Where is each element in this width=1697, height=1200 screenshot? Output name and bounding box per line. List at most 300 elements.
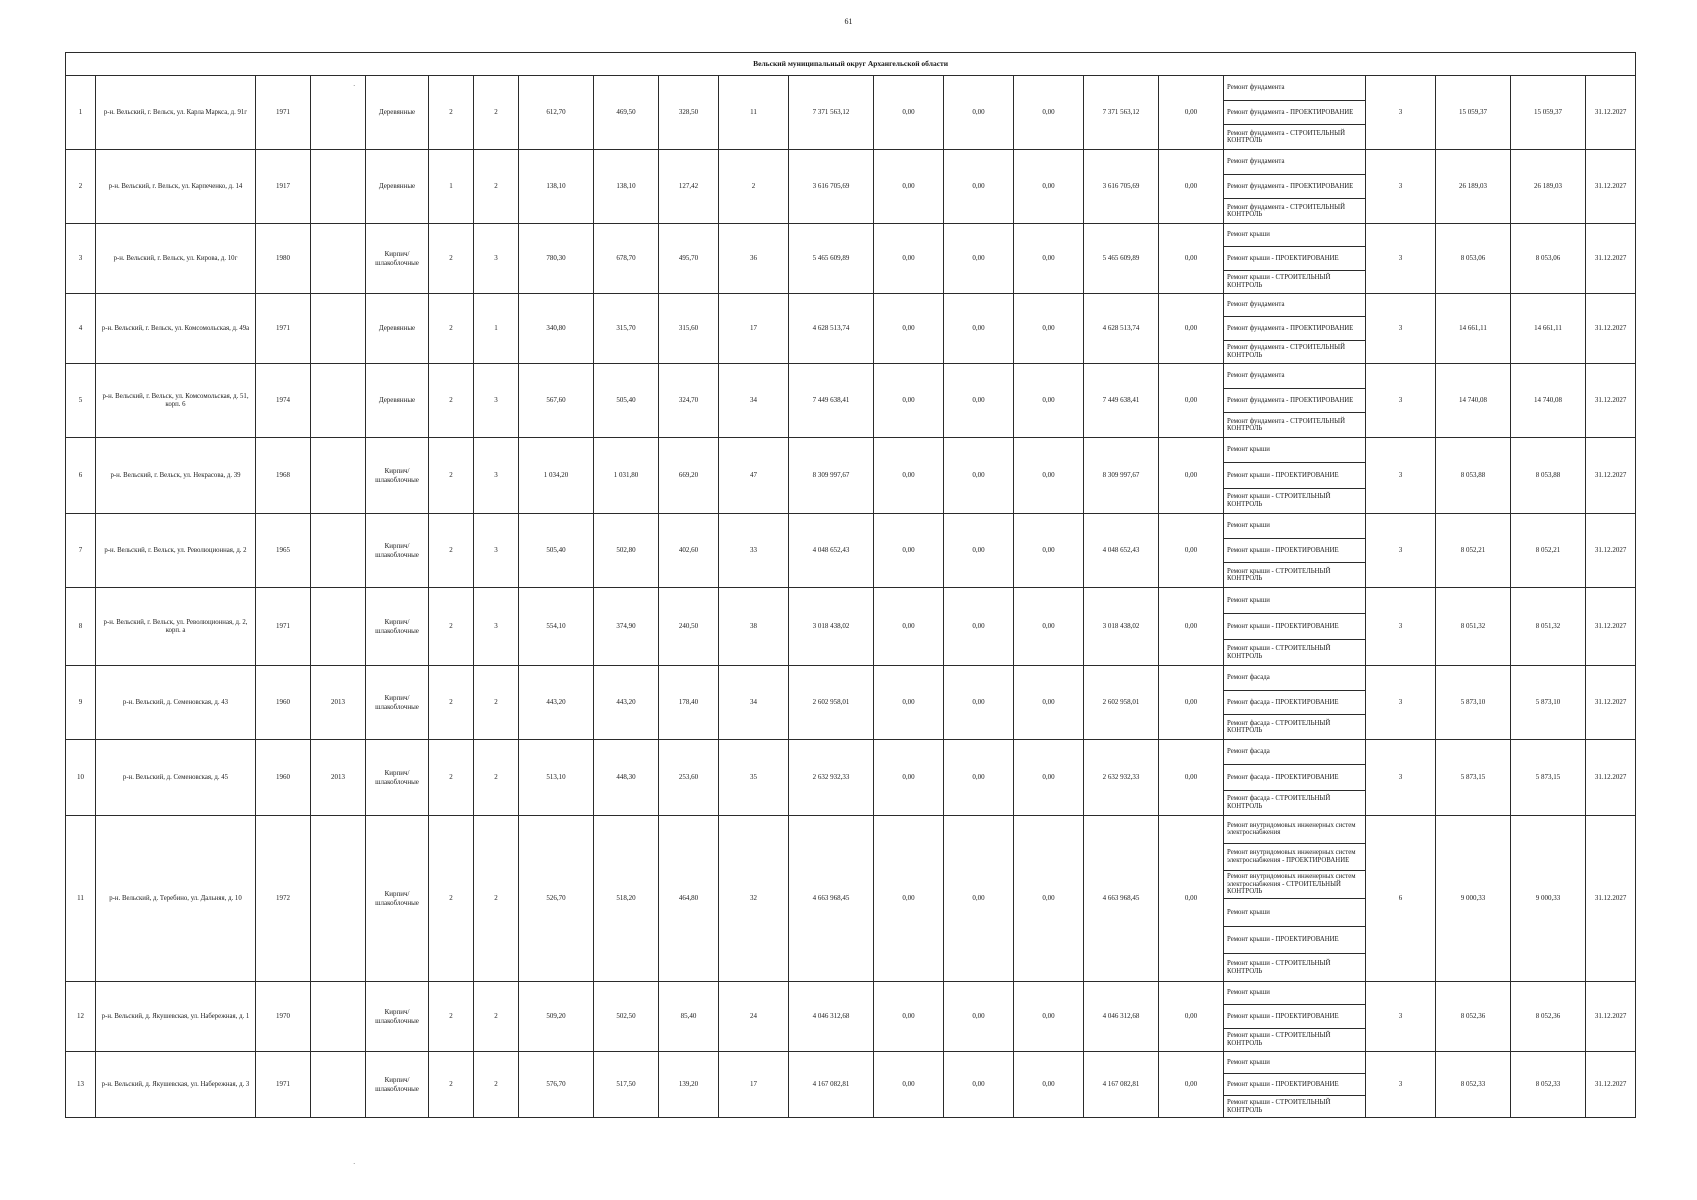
fund-4: 2 632 932,33: [1084, 740, 1159, 816]
address: р-н. Вельский, г. Вельск, ул. Карпеченко, д. 14: [96, 150, 256, 224]
entrances: 2: [474, 982, 519, 1052]
fund-5: 0,00: [1159, 1052, 1224, 1118]
row-number: 5: [66, 364, 96, 438]
repair-cost: 7 371 563,12: [789, 76, 874, 150]
entrances: 2: [474, 76, 519, 150]
entrances: 2: [474, 816, 519, 982]
residents: 35: [719, 740, 789, 816]
table-row: [66, 816, 1636, 982]
deadline: 31.12.2027: [1586, 588, 1636, 666]
floors: 2: [429, 740, 474, 816]
year-built: 1971: [256, 294, 311, 364]
works-cell: [1224, 514, 1366, 588]
works-cell: [1224, 666, 1366, 740]
fund-4: 3 018 438,02: [1084, 588, 1159, 666]
fund-4: 3 616 705,69: [1084, 150, 1159, 224]
row-number: 4: [66, 294, 96, 364]
address: р-н. Вельский, г. Вельск, ул. Кирова, д. 10г: [96, 224, 256, 294]
max-unit-cost: 8 053,88: [1511, 438, 1586, 514]
repair-cost: 4 048 652,43: [789, 514, 874, 588]
fund-3: 0,00: [1014, 1052, 1084, 1118]
area-owned: 253,60: [659, 740, 719, 816]
table-row: [66, 588, 1636, 666]
residents: 24: [719, 982, 789, 1052]
region-header-row: [66, 53, 1636, 76]
fund-3: 0,00: [1014, 588, 1084, 666]
area-residential: 502,80: [594, 514, 659, 588]
work-count: 3: [1366, 76, 1436, 150]
fund-3: 0,00: [1014, 224, 1084, 294]
max-unit-cost: 8 053,06: [1511, 224, 1586, 294]
fund-3: 0,00: [1014, 514, 1084, 588]
floors: 2: [429, 1052, 474, 1118]
work-count: 6: [1366, 816, 1436, 982]
area-owned: 324,70: [659, 364, 719, 438]
fund-4: 7 371 563,12: [1084, 76, 1159, 150]
fund-4: 2 602 958,01: [1084, 666, 1159, 740]
fund-5: 0,00: [1159, 740, 1224, 816]
area-total: 576,70: [519, 1052, 594, 1118]
floors: 2: [429, 514, 474, 588]
max-unit-cost: 9 000,33: [1511, 816, 1586, 982]
work-item: Ремонт крыши - ПРОЕКТИРОВАНИЕ: [1224, 463, 1365, 488]
wall-material: Кирпич/шлакоблочные: [366, 588, 429, 666]
unit-cost: 8 052,36: [1436, 982, 1511, 1052]
fund-5: 0,00: [1159, 982, 1224, 1052]
repair-cost: 4 046 312,68: [789, 982, 874, 1052]
work-item: Ремонт крыши - ПРОЕКТИРОВАНИЕ: [1224, 539, 1365, 564]
year-built: 1971: [256, 76, 311, 150]
fund-4: 4 628 513,74: [1084, 294, 1159, 364]
fund-5: 0,00: [1159, 294, 1224, 364]
year-reconstructed: [311, 514, 366, 588]
works-cell: [1224, 982, 1366, 1052]
deadline: 31.12.2027: [1586, 514, 1636, 588]
fund-3: 0,00: [1014, 666, 1084, 740]
table-row: [66, 294, 1636, 364]
work-item: Ремонт фундамента - ПРОЕКТИРОВАНИЕ: [1224, 317, 1365, 340]
fund-1: 0,00: [874, 816, 944, 982]
entrances: 2: [474, 740, 519, 816]
address: р-н. Вельский, г. Вельск, ул. Комсомольская, д. 51, корп. 6: [96, 364, 256, 438]
area-owned: 85,40: [659, 982, 719, 1052]
unit-cost: 8 053,06: [1436, 224, 1511, 294]
fund-1: 0,00: [874, 982, 944, 1052]
fund-5: 0,00: [1159, 76, 1224, 150]
fund-2: 0,00: [944, 588, 1014, 666]
year-reconstructed: [311, 438, 366, 514]
deadline: 31.12.2027: [1586, 740, 1636, 816]
work-item: Ремонт фундамента - СТРОИТЕЛЬНЫЙ КОНТРОЛЬ: [1227, 344, 1345, 359]
work-item: Ремонт крыши - СТРОИТЕЛЬНЫЙ КОНТРОЛЬ: [1227, 567, 1331, 583]
works-cell: [1224, 294, 1366, 364]
work-item: Ремонт внутридомовых инженерных систем электроснабжения - СТРОИТЕЛЬНЫЙ КОНТРОЛЬ: [1224, 871, 1365, 899]
deadline: 31.12.2027: [1586, 294, 1636, 364]
work-item: Ремонт крыши - СТРОИТЕЛЬНЫЙ КОНТРОЛЬ: [1227, 1098, 1331, 1114]
unit-cost: 26 189,03: [1436, 150, 1511, 224]
work-count: 3: [1366, 294, 1436, 364]
work-item: Ремонт крыши: [1224, 438, 1365, 463]
area-total: 567,60: [519, 364, 594, 438]
area-total: 509,20: [519, 982, 594, 1052]
address: р-н. Вельский, г. Вельск, ул. Комсомольская, д. 49а: [96, 294, 256, 364]
deadline: 31.12.2027: [1586, 364, 1636, 438]
work-item: Ремонт фундамента - СТРОИТЕЛЬНЫЙ КОНТРОЛЬ: [1227, 417, 1345, 433]
wall-material: Кирпич/шлакоблочные: [366, 1052, 429, 1118]
work-item: Ремонт фасада - СТРОИТЕЛЬНЫЙ КОНТРОЛЬ: [1227, 795, 1331, 810]
area-total: 780,30: [519, 224, 594, 294]
address: р-н. Вельский, д. Теребино, ул. Дальняя, д. 10: [96, 816, 256, 982]
area-residential: 518,20: [594, 816, 659, 982]
unit-cost: 5 873,10: [1436, 666, 1511, 740]
floors: 2: [429, 982, 474, 1052]
year-reconstructed: [311, 588, 366, 666]
row-number: 10: [66, 740, 96, 816]
year-built: 1972: [256, 816, 311, 982]
floors: 2: [429, 224, 474, 294]
work-count: 3: [1366, 438, 1436, 514]
works-cell: [1224, 76, 1366, 150]
fund-5: 0,00: [1159, 224, 1224, 294]
area-owned: 464,80: [659, 816, 719, 982]
year-reconstructed: [311, 294, 366, 364]
fund-1: 0,00: [874, 438, 944, 514]
max-unit-cost: 26 189,03: [1511, 150, 1586, 224]
year-reconstructed: 2013: [311, 666, 366, 740]
fund-4: 4 663 968,45: [1084, 816, 1159, 982]
area-total: 138,10: [519, 150, 594, 224]
fund-1: 0,00: [874, 666, 944, 740]
floors: 2: [429, 666, 474, 740]
work-item: Ремонт крыши - ПРОЕКТИРОВАНИЕ: [1224, 1074, 1365, 1096]
year-built: 1974: [256, 364, 311, 438]
fund-1: 0,00: [874, 514, 944, 588]
work-count: 3: [1366, 224, 1436, 294]
repair-cost: 3 616 705,69: [789, 150, 874, 224]
work-item: Ремонт фундамента - ПРОЕКТИРОВАНИЕ: [1224, 389, 1365, 414]
fund-2: 0,00: [944, 514, 1014, 588]
work-item: Ремонт крыши - СТРОИТЕЛЬНЫЙ КОНТРОЛЬ: [1227, 493, 1331, 508]
wall-material: Деревянные: [366, 364, 429, 438]
work-count: 3: [1366, 588, 1436, 666]
work-item: Ремонт фундамента: [1224, 76, 1365, 101]
year-reconstructed: [311, 982, 366, 1052]
works-cell: [1224, 816, 1366, 982]
repair-cost: 5 465 609,89: [789, 224, 874, 294]
work-item: Ремонт фундамента - ПРОЕКТИРОВАНИЕ: [1224, 175, 1365, 200]
work-item: Ремонт фундамента: [1224, 150, 1365, 175]
repair-cost: 4 167 082,81: [789, 1052, 874, 1118]
area-residential: 678,70: [594, 224, 659, 294]
fund-2: 0,00: [944, 364, 1014, 438]
year-reconstructed: [311, 150, 366, 224]
area-owned: 315,60: [659, 294, 719, 364]
wall-material: Кирпич/шлакоблочные: [366, 816, 429, 982]
floors: 2: [429, 816, 474, 982]
fund-1: 0,00: [874, 150, 944, 224]
work-item: Ремонт фундамента: [1224, 364, 1365, 389]
entrances: 2: [474, 150, 519, 224]
fund-3: 0,00: [1014, 76, 1084, 150]
unit-cost: 9 000,33: [1436, 816, 1511, 982]
entrances: 3: [474, 514, 519, 588]
region-title: Вельский муниципальный округ Архангельской области: [66, 53, 1636, 76]
max-unit-cost: 14 740,08: [1511, 364, 1586, 438]
fund-2: 0,00: [944, 438, 1014, 514]
wall-material: Деревянные: [366, 150, 429, 224]
max-unit-cost: 14 661,11: [1511, 294, 1586, 364]
fund-1: 0,00: [874, 224, 944, 294]
address: р-н. Вельский, г. Вельск, ул. Революционная, д. 2, корп. а: [96, 588, 256, 666]
page-number: 61: [844, 17, 853, 26]
repair-cost: 2 602 958,01: [789, 666, 874, 740]
fund-5: 0,00: [1159, 514, 1224, 588]
table-row: [66, 740, 1636, 816]
row-number: 3: [66, 224, 96, 294]
work-count: 3: [1366, 982, 1436, 1052]
table-row: [66, 224, 1636, 294]
fund-2: 0,00: [944, 666, 1014, 740]
deadline: 31.12.2027: [1586, 224, 1636, 294]
address: р-н. Вельский, г. Вельск, ул. Карла Маркса, д. 91г: [96, 76, 256, 150]
table-row: [66, 982, 1636, 1052]
wall-material: Деревянные: [366, 76, 429, 150]
capital-repair-table: [65, 52, 1636, 1118]
work-item: Ремонт фундамента: [1224, 294, 1365, 317]
fund-2: 0,00: [944, 150, 1014, 224]
year-built: 1965: [256, 514, 311, 588]
deadline: 31.12.2027: [1586, 76, 1636, 150]
fund-5: 0,00: [1159, 438, 1224, 514]
entrances: 2: [474, 1052, 519, 1118]
unit-cost: 14 740,08: [1436, 364, 1511, 438]
unit-cost: 8 052,21: [1436, 514, 1511, 588]
year-reconstructed: [311, 76, 366, 150]
work-item: Ремонт крыши: [1224, 899, 1365, 927]
area-owned: 178,40: [659, 666, 719, 740]
repair-cost: 3 018 438,02: [789, 588, 874, 666]
max-unit-cost: 5 873,15: [1511, 740, 1586, 816]
table-row: [66, 666, 1636, 740]
area-total: 340,80: [519, 294, 594, 364]
fund-2: 0,00: [944, 816, 1014, 982]
table-row: [66, 76, 1636, 150]
fund-2: 0,00: [944, 76, 1014, 150]
work-item: Ремонт фасада - ПРОЕКТИРОВАНИЕ: [1224, 765, 1365, 790]
row-number: 11: [66, 816, 96, 982]
fund-3: 0,00: [1014, 982, 1084, 1052]
work-count: 3: [1366, 364, 1436, 438]
floors: 2: [429, 588, 474, 666]
fund-3: 0,00: [1014, 438, 1084, 514]
fund-4: 5 465 609,89: [1084, 224, 1159, 294]
work-count: 3: [1366, 740, 1436, 816]
row-number: 9: [66, 666, 96, 740]
address: р-н. Вельский, г. Вельск, ул. Некрасова, д. 39: [96, 438, 256, 514]
unit-cost: 15 059,37: [1436, 76, 1511, 150]
work-item: Ремонт внутридомовых инженерных систем электроснабжения - ПРОЕКТИРОВАНИЕ: [1224, 844, 1365, 872]
max-unit-cost: 15 059,37: [1511, 76, 1586, 150]
entrances: 3: [474, 364, 519, 438]
area-owned: 240,50: [659, 588, 719, 666]
residents: 11: [719, 76, 789, 150]
area-total: 1 034,20: [519, 438, 594, 514]
work-count: 3: [1366, 1052, 1436, 1118]
area-owned: 139,20: [659, 1052, 719, 1118]
work-item: Ремонт фасада - СТРОИТЕЛЬНЫЙ КОНТРОЛЬ: [1227, 719, 1331, 735]
work-item: Ремонт крыши - СТРОИТЕЛЬНЫЙ КОНТРОЛЬ: [1227, 644, 1331, 660]
area-residential: 505,40: [594, 364, 659, 438]
area-residential: 138,10: [594, 150, 659, 224]
work-count: 3: [1366, 514, 1436, 588]
year-built: 1980: [256, 224, 311, 294]
wall-material: Кирпич/шлакоблочные: [366, 514, 429, 588]
stray-mark: ·: [353, 82, 356, 90]
area-total: 505,40: [519, 514, 594, 588]
works-cell: [1224, 1052, 1366, 1118]
fund-1: 0,00: [874, 76, 944, 150]
work-item: Ремонт фундамента - ПРОЕКТИРОВАНИЕ: [1224, 101, 1365, 126]
area-residential: 374,90: [594, 588, 659, 666]
repair-cost: 4 628 513,74: [789, 294, 874, 364]
row-number: 12: [66, 982, 96, 1052]
wall-material: Кирпич/шлакоблочные: [366, 438, 429, 514]
residents: 17: [719, 1052, 789, 1118]
works-cell: [1224, 588, 1366, 666]
fund-5: 0,00: [1159, 150, 1224, 224]
area-total: 612,70: [519, 76, 594, 150]
work-item: Ремонт крыши - СТРОИТЕЛЬНЫЙ КОНТРОЛЬ: [1227, 960, 1331, 975]
area-residential: 315,70: [594, 294, 659, 364]
area-residential: 448,30: [594, 740, 659, 816]
year-reconstructed: [311, 364, 366, 438]
deadline: 31.12.2027: [1586, 438, 1636, 514]
row-number: 6: [66, 438, 96, 514]
residents: 33: [719, 514, 789, 588]
fund-5: 0,00: [1159, 364, 1224, 438]
unit-cost: 14 661,11: [1436, 294, 1511, 364]
work-item: Ремонт фундамента - СТРОИТЕЛЬНЫЙ КОНТРОЛЬ: [1227, 203, 1345, 219]
work-count: 3: [1366, 150, 1436, 224]
entrances: 3: [474, 588, 519, 666]
area-residential: 517,50: [594, 1052, 659, 1118]
fund-1: 0,00: [874, 1052, 944, 1118]
floors: 2: [429, 438, 474, 514]
fund-2: 0,00: [944, 740, 1014, 816]
year-built: 1971: [256, 588, 311, 666]
year-built: 1917: [256, 150, 311, 224]
unit-cost: 8 052,33: [1436, 1052, 1511, 1118]
unit-cost: 8 051,32: [1436, 588, 1511, 666]
fund-2: 0,00: [944, 1052, 1014, 1118]
max-unit-cost: 8 051,32: [1511, 588, 1586, 666]
unit-cost: 8 053,88: [1436, 438, 1511, 514]
max-unit-cost: 8 052,21: [1511, 514, 1586, 588]
fund-2: 0,00: [944, 982, 1014, 1052]
fund-2: 0,00: [944, 224, 1014, 294]
work-item: Ремонт внутридомовых инженерных систем электроснабжения: [1224, 816, 1365, 844]
max-unit-cost: 8 052,36: [1511, 982, 1586, 1052]
fund-3: 0,00: [1014, 816, 1084, 982]
works-cell: [1224, 364, 1366, 438]
fund-4: 4 048 652,43: [1084, 514, 1159, 588]
wall-material: Кирпич/шлакоблочные: [366, 666, 429, 740]
fund-1: 0,00: [874, 588, 944, 666]
unit-cost: 5 873,15: [1436, 740, 1511, 816]
works-cell: [1224, 438, 1366, 514]
repair-cost: 2 632 932,33: [789, 740, 874, 816]
residents: 17: [719, 294, 789, 364]
wall-material: Кирпич/шлакоблочные: [366, 982, 429, 1052]
fund-2: 0,00: [944, 294, 1014, 364]
year-built: 1960: [256, 666, 311, 740]
repair-cost: 4 663 968,45: [789, 816, 874, 982]
fund-1: 0,00: [874, 740, 944, 816]
table-row: [66, 514, 1636, 588]
floors: 2: [429, 76, 474, 150]
area-total: 443,20: [519, 666, 594, 740]
wall-material: Кирпич/шлакоблочные: [366, 740, 429, 816]
fund-3: 0,00: [1014, 364, 1084, 438]
fund-3: 0,00: [1014, 294, 1084, 364]
max-unit-cost: 8 052,33: [1511, 1052, 1586, 1118]
address: р-н. Вельский, д. Якушевская, ул. Набережная, д. 1: [96, 982, 256, 1052]
fund-4: 4 167 082,81: [1084, 1052, 1159, 1118]
area-owned: 127,42: [659, 150, 719, 224]
year-reconstructed: [311, 816, 366, 982]
table-row: [66, 1052, 1636, 1118]
work-item: Ремонт крыши - ПРОЕКТИРОВАНИЕ: [1224, 927, 1365, 955]
table-row: [66, 364, 1636, 438]
works-cell: [1224, 740, 1366, 816]
deadline: 31.12.2027: [1586, 982, 1636, 1052]
area-residential: 502,50: [594, 982, 659, 1052]
work-item: Ремонт крыши: [1224, 224, 1365, 247]
work-item: Ремонт фасада: [1224, 740, 1365, 765]
residents: 38: [719, 588, 789, 666]
floors: 2: [429, 364, 474, 438]
entrances: 3: [474, 224, 519, 294]
residents: 36: [719, 224, 789, 294]
address: р-н. Вельский, г. Вельск, ул. Революционная, д. 2: [96, 514, 256, 588]
fund-3: 0,00: [1014, 740, 1084, 816]
fund-4: 4 046 312,68: [1084, 982, 1159, 1052]
row-number: 2: [66, 150, 96, 224]
residents: 2: [719, 150, 789, 224]
fund-3: 0,00: [1014, 150, 1084, 224]
work-item: Ремонт крыши - ПРОЕКТИРОВАНИЕ: [1224, 614, 1365, 640]
year-reconstructed: 2013: [311, 740, 366, 816]
fund-5: 0,00: [1159, 666, 1224, 740]
deadline: 31.12.2027: [1586, 1052, 1636, 1118]
address: р-н. Вельский, д. Семеновская, д. 43: [96, 666, 256, 740]
address: р-н. Вельский, д. Семеновская, д. 45: [96, 740, 256, 816]
year-built: 1970: [256, 982, 311, 1052]
floors: 1: [429, 150, 474, 224]
area-owned: 402,60: [659, 514, 719, 588]
year-reconstructed: [311, 224, 366, 294]
floors: 2: [429, 294, 474, 364]
fund-1: 0,00: [874, 294, 944, 364]
work-item: Ремонт крыши: [1224, 1052, 1365, 1074]
max-unit-cost: 5 873,10: [1511, 666, 1586, 740]
table-row: [66, 438, 1636, 514]
year-built: 1968: [256, 438, 311, 514]
work-item: Ремонт крыши - ПРОЕКТИРОВАНИЕ: [1224, 247, 1365, 270]
year-built: 1960: [256, 740, 311, 816]
area-owned: 328,50: [659, 76, 719, 150]
repair-cost: 8 309 997,67: [789, 438, 874, 514]
